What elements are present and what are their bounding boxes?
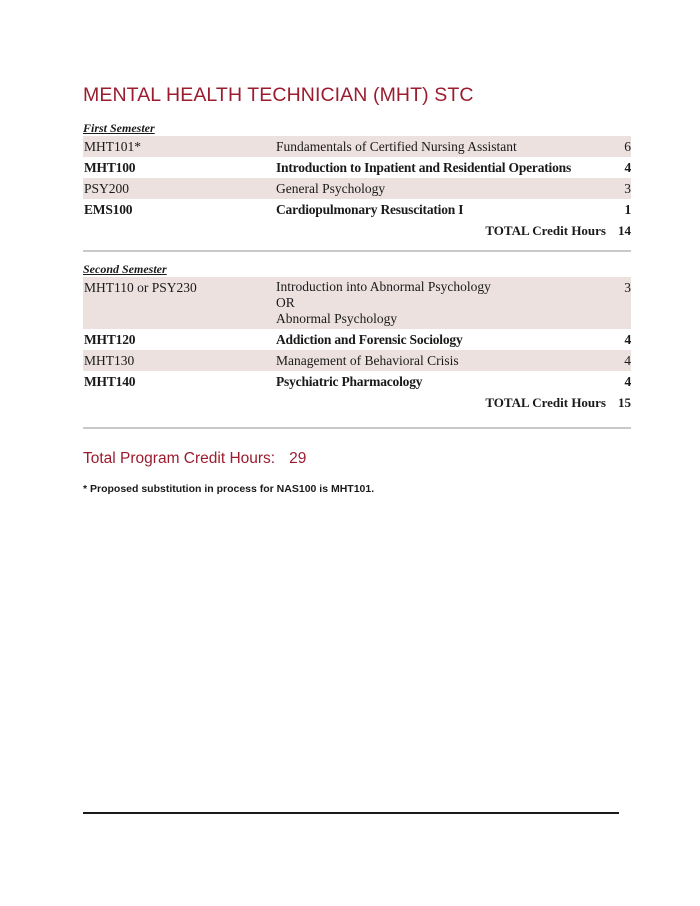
course-title: Introduction to Inpatient and Residential Operations	[276, 160, 572, 175]
course-credits: 4	[624, 332, 631, 347]
course-code: MHT120	[84, 332, 136, 347]
course-row	[83, 350, 631, 371]
course-title: Psychiatric Pharmacology	[276, 374, 423, 389]
course-row	[83, 178, 631, 199]
course-title: Management of Behavioral Crisis	[276, 353, 459, 368]
semester-total	[83, 220, 631, 242]
course-title	[276, 277, 591, 327]
course-credits: 6	[624, 139, 631, 154]
course-credits: 4	[624, 353, 631, 368]
course-title: Cardiopulmonary Resuscitation I	[276, 202, 464, 217]
program-total	[83, 450, 306, 468]
course-title: Addiction and Forensic Sociology	[276, 332, 463, 347]
semester-heading: First Semester	[83, 121, 155, 135]
section-divider	[83, 250, 631, 252]
course-code: MHT130	[84, 353, 135, 368]
course-row	[83, 157, 631, 178]
course-title-line: Introduction into Abnormal Psychology	[276, 279, 491, 294]
course-code: PSY200	[84, 181, 130, 196]
course-code: MHT100	[84, 160, 136, 175]
course-code: MHT140	[84, 374, 136, 389]
course-title-line: Abnormal Psychology	[276, 311, 398, 326]
total-label: TOTAL Credit Hours	[485, 223, 606, 238]
course-row	[83, 199, 631, 220]
program-total-value: 29	[289, 450, 307, 467]
course-row	[83, 329, 631, 350]
course-credits: 3	[624, 181, 631, 196]
second-semester-section	[83, 262, 631, 414]
course-credits: 1	[624, 202, 631, 217]
total-label: TOTAL Credit Hours	[485, 395, 606, 410]
course-row	[83, 277, 631, 329]
course-code: EMS100	[84, 202, 133, 217]
course-row	[83, 136, 631, 157]
course-credits: 4	[624, 160, 631, 175]
total-value: 14	[618, 223, 631, 238]
semester-total	[83, 392, 631, 414]
course-credits: 3	[624, 280, 631, 295]
course-code: MHT101*	[84, 139, 141, 154]
course-code: MHT110 or PSY230	[84, 280, 197, 295]
section-divider	[83, 427, 631, 429]
course-title: Fundamentals of Certified Nursing Assistant	[276, 139, 517, 154]
footnote: * Proposed substitution in process for NAS100 is MHT101.	[83, 483, 375, 495]
program-total-label: Total Program Credit Hours:	[83, 450, 276, 467]
semester-heading: Second Semester	[83, 262, 167, 276]
footer-rule	[83, 812, 619, 814]
course-title-line: OR	[276, 295, 295, 310]
course-row	[83, 371, 631, 392]
page-title: MENTAL HEALTH TECHNICIAN (MHT) STC	[83, 84, 474, 106]
first-semester-section	[83, 121, 631, 242]
course-credits: 4	[624, 374, 631, 389]
total-value: 15	[618, 395, 631, 410]
course-title: General Psychology	[276, 181, 386, 196]
